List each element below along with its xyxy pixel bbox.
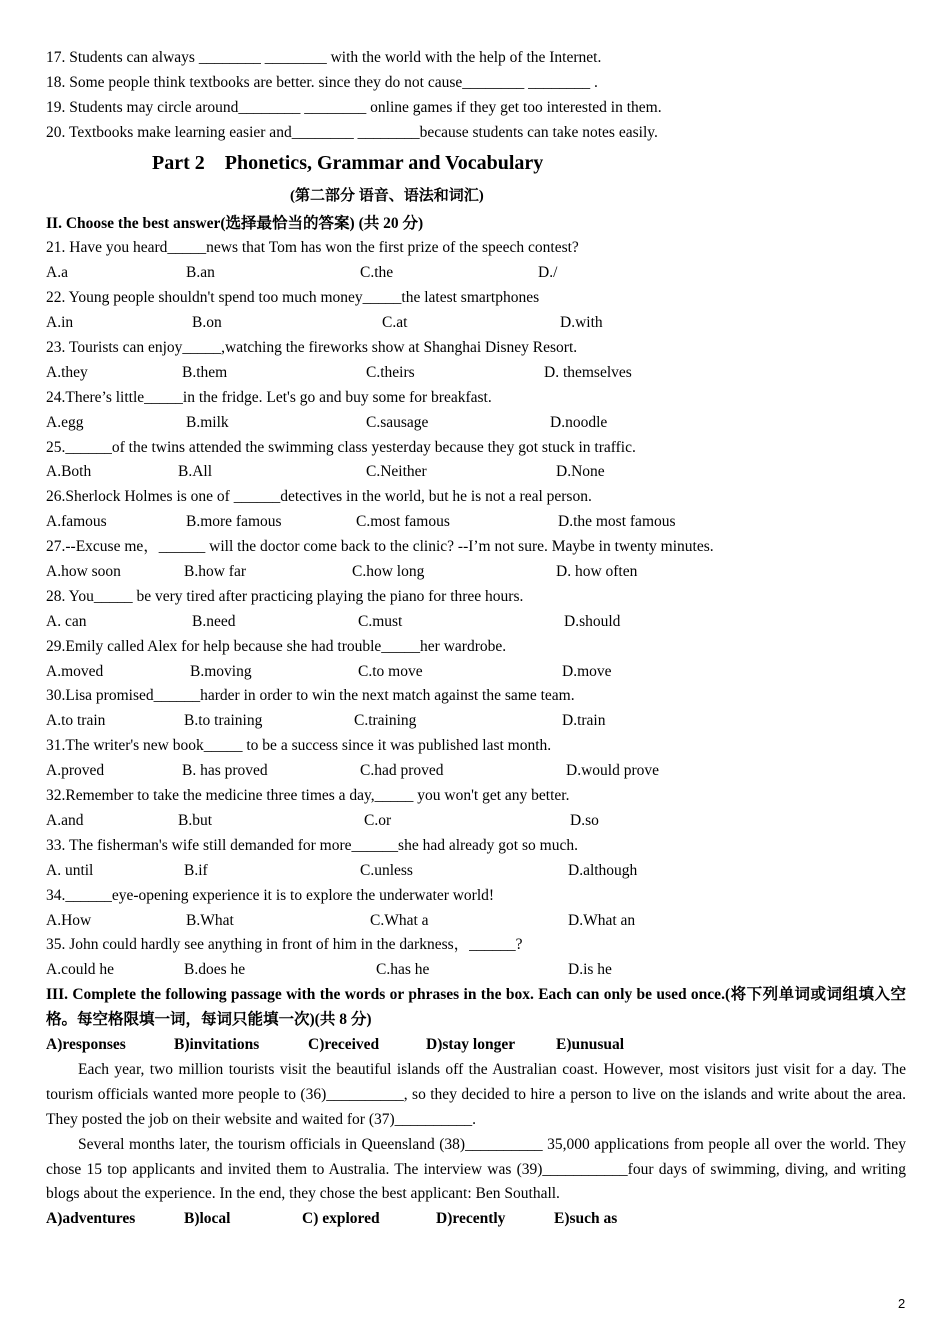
mcq-option: B.them: [182, 363, 228, 381]
part2-title: Part 2 Phonetics, Grammar and Vocabulary: [152, 151, 544, 174]
mcq-option: A.how soon: [46, 563, 121, 581]
mcq-question: 32.Remember to take the medicine three times a day,_____ you won't get any better.: [46, 787, 570, 805]
mcq-options: [46, 809, 906, 834]
mcq-question: 31.The writer's new book_____ to be a success since it was published last month.: [46, 737, 552, 755]
mcq-options: [46, 660, 906, 685]
part2-subtitle: (第二部分 语音、语法和词汇): [290, 187, 484, 204]
word-box-2-item: D)recently: [436, 1210, 506, 1228]
word-box-1-item: E)unusual: [556, 1035, 625, 1053]
question-18: 18. Some people think textbooks are better. since they do not cause________ ________ .: [46, 73, 598, 91]
mcq-options: [46, 411, 906, 436]
mcq-option: B.need: [192, 612, 236, 630]
mcq-option: D.although: [568, 861, 638, 879]
mcq-options: [46, 859, 906, 884]
section3-heading-en: III. Complete the following passage with the words or phrases in the box. Each can only be used once.: [46, 986, 725, 1004]
mcq-option: D.What an: [568, 911, 636, 929]
mcq-option: D.noodle: [550, 413, 608, 431]
mcq-option: B.does he: [184, 961, 246, 979]
word-box-1-item: B)invitations: [174, 1035, 260, 1053]
mcq-option: B. has proved: [182, 762, 268, 780]
word-box-1-item: C)received: [308, 1035, 380, 1053]
mcq-option: C.or: [364, 811, 392, 829]
mcq-option: C.unless: [360, 861, 413, 879]
mcq-option: B.how far: [184, 563, 246, 581]
word-box-1: [46, 1033, 906, 1058]
mcq-options: [46, 311, 906, 336]
mcq-option: C.Neither: [366, 463, 427, 481]
mcq-question: 21. Have you heard_____news that Tom has won the first prize of the speech contest?: [46, 239, 579, 257]
mcq-option: B.but: [178, 811, 213, 829]
mcq-list: [46, 236, 906, 983]
question-19: 19. Students may circle around________ ________ online games if they get too interested in them.: [46, 98, 662, 116]
mcq-option: C.had proved: [360, 762, 444, 780]
passage-paragraph-1: Each year, two million tourists visit the beautiful islands off the Australian coast. However, most visitors just visit for a day. The tourism officials wanted more people to (36)__________, so they decided to hire a person to live on the islands and write about the area. They posted the job on their website and waited for (37)__________.: [46, 1060, 906, 1128]
mcq-options: [46, 560, 906, 585]
question-17: 17. Students can always ________ ________ with the world with the help of the Internet.: [46, 49, 602, 66]
word-box-2-item: C) explored: [302, 1210, 380, 1228]
mcq-options: [46, 510, 906, 535]
question-20: 20. Textbooks make learning easier and________ ________because students can take notes easily.: [46, 123, 658, 141]
mcq-options: [46, 909, 906, 934]
word-box-2-item: B)local: [184, 1210, 231, 1228]
mcq-option: C.how long: [352, 563, 425, 581]
mcq-option: B.more famous: [186, 513, 282, 531]
mcq-question: 22. Young people shouldn't spend too much money_____the latest smartphones: [46, 289, 540, 307]
mcq-option: B.on: [192, 314, 222, 332]
mcq-options: [46, 610, 906, 635]
mcq-option: A.and: [46, 811, 84, 829]
mcq-question: 27.--Excuse me，______ will the doctor come back to the clinic? --I’m not sure. Maybe in twenty minutes.: [46, 538, 714, 556]
mcq-option: B.to training: [184, 712, 263, 730]
section3-heading-cn: (将下列单词或词组填入空格。每空格限填一词，每词只能填一次): [46, 986, 906, 1029]
mcq-option: D. themselves: [544, 363, 632, 381]
word-box-1-item: A)responses: [46, 1035, 126, 1053]
mcq-options: [46, 709, 906, 734]
mcq-option: C.training: [354, 712, 417, 730]
mcq-option: D.train: [562, 712, 606, 730]
mcq-option: A.moved: [46, 662, 104, 680]
mcq-options: [46, 958, 906, 983]
exam-page: [46, 46, 906, 1232]
mcq-option: A.could he: [46, 961, 115, 979]
mcq-option: D.would prove: [566, 762, 659, 780]
section3-heading: [46, 983, 906, 1033]
mcq-options: [46, 460, 906, 485]
mcq-option: B.All: [178, 463, 213, 481]
mcq-option: C.to move: [358, 662, 423, 680]
mcq-question: 29.Emily called Alex for help because she had trouble_____her wardrobe.: [46, 637, 507, 655]
mcq-option: B.if: [184, 861, 208, 879]
mcq-question: 24.There’s little_____in the fridge. Let's go and buy some for breakfast.: [46, 388, 492, 406]
mcq-option: A.to train: [46, 712, 106, 730]
mcq-question: 34.______eye-opening experience it is to explore the underwater world!: [46, 886, 495, 904]
section2-heading: II. Choose the best answer(选择最恰当的答案) (共 20 分): [46, 214, 424, 232]
mcq-option: C.most famous: [356, 513, 450, 531]
mcq-option: C.the: [360, 264, 394, 282]
mcq-options: [46, 261, 906, 286]
mcq-option: C.at: [382, 314, 408, 332]
mcq-option: D. how often: [556, 563, 638, 581]
word-box-1-item: D)stay longer: [426, 1035, 516, 1053]
section3-heading-score: (共 8 分): [314, 1011, 372, 1029]
mcq-option: B.moving: [190, 662, 252, 680]
word-box-2-item: A)adventures: [46, 1210, 136, 1228]
mcq-option: D.with: [560, 314, 603, 332]
mcq-option: D.should: [564, 612, 621, 630]
mcq-option: C.must: [358, 612, 403, 630]
word-box-2-item: E)such as: [554, 1210, 618, 1228]
mcq-options: [46, 759, 906, 784]
mcq-question: 35. John could hardly see anything in front of him in the darkness，______?: [46, 936, 523, 954]
mcq-option: C.theirs: [366, 363, 415, 381]
mcq-option: A.egg: [46, 413, 84, 431]
mcq-question: 28. You_____ be very tired after practicing playing the piano for three hours.: [46, 587, 524, 605]
mcq-option: A. can: [46, 612, 87, 630]
mcq-question: 23. Tourists can enjoy_____,watching the fireworks show at Shanghai Disney Resort.: [46, 339, 578, 357]
mcq-option: B.milk: [186, 413, 229, 431]
mcq-option: A.proved: [46, 762, 105, 780]
word-box-2: [46, 1207, 906, 1232]
mcq-option: C.What a: [370, 911, 429, 929]
mcq-option: A.a: [46, 264, 68, 282]
mcq-option: D.so: [570, 811, 599, 829]
mcq-option: A.How: [46, 911, 92, 929]
mcq-question: 26.Sherlock Holmes is one of ______detectives in the world, but he is not a real person.: [46, 488, 592, 506]
mcq-option: C.has he: [376, 961, 430, 979]
mcq-question: 30.Lisa promised______harder in order to win the next match against the same team.: [46, 687, 575, 705]
mcq-option: D.None: [556, 463, 605, 481]
mcq-option: D.the most famous: [558, 513, 676, 531]
mcq-question: 33. The fisherman's wife still demanded for more______she had already got so much.: [46, 836, 578, 854]
mcq-option: B.What: [186, 911, 234, 929]
mcq-question: 25.______of the twins attended the swimming class yesterday because they got stuck in traffic.: [46, 438, 636, 456]
mcq-option: C.sausage: [366, 413, 429, 431]
mcq-option: D.move: [562, 662, 612, 680]
mcq-options: [46, 361, 906, 386]
mcq-option: A.Both: [46, 463, 92, 481]
mcq-option: D./: [538, 264, 558, 282]
mcq-option: B.an: [186, 264, 215, 282]
passage-paragraph-2: Several months later, the tourism officials in Queensland (38)__________ 35,000 applications from people all over the world. They chose 15 top applicants and invited them to Australia. The interview was (39)___________four days of swimming, diving, and writing blogs about the experience. In the end, they chose the best applicant: Ben Southall.: [46, 1135, 906, 1203]
mcq-option: A. until: [46, 861, 94, 879]
mcq-option: A.famous: [46, 513, 107, 531]
mcq-option: D.is he: [568, 961, 612, 979]
page-number: 2: [898, 1296, 906, 1311]
mcq-option: A.in: [46, 314, 74, 332]
mcq-option: A.they: [46, 363, 88, 381]
